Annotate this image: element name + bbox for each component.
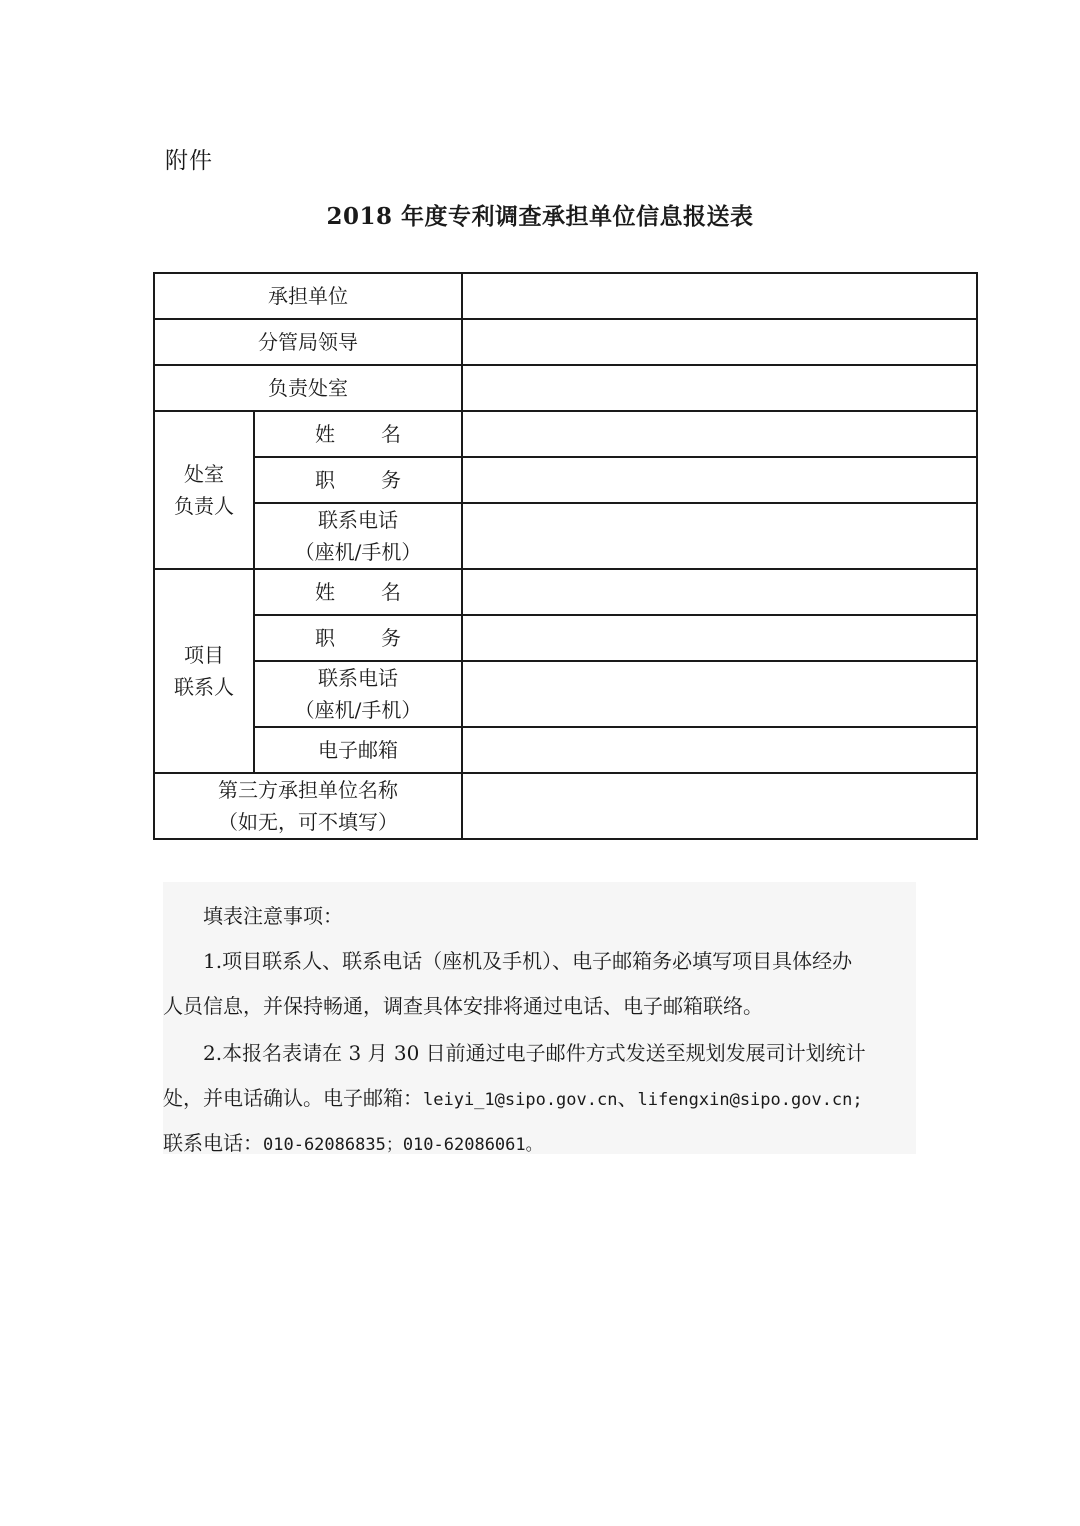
label-contact-name [254, 569, 462, 615]
label-contact-phone-line2: （座机/手机） [294, 698, 422, 722]
label-head-name-a: 姓 [315, 422, 335, 446]
label-responsible-division: 负责处室 [154, 365, 462, 411]
info-table [153, 272, 978, 840]
value-contact-name[interactable] [462, 569, 977, 615]
value-contact-position[interactable] [462, 615, 977, 661]
value-responsible-division[interactable] [462, 365, 977, 411]
label-contact-position-b: 务 [381, 626, 401, 650]
note-item2-line3 [163, 1127, 543, 1156]
table-row [154, 661, 977, 727]
notes-box [163, 882, 916, 1154]
value-undertaking-unit[interactable] [462, 273, 977, 319]
label-contact-phone [254, 661, 462, 727]
group-project-contact-line2: 联系人 [174, 675, 234, 699]
notes-heading: 填表注意事项： [203, 904, 343, 928]
value-contact-phone[interactable] [462, 661, 977, 727]
label-contact-position-a: 职 [315, 626, 335, 650]
label-head-phone [254, 503, 462, 569]
table-row [154, 457, 977, 503]
table-row [154, 569, 977, 615]
label-head-name [254, 411, 462, 457]
table-row [154, 503, 977, 569]
table-row [154, 319, 977, 365]
label-head-name-b: 名 [381, 422, 401, 446]
note-item2-line2-prefix: 处，并电话确认。电子邮箱： [163, 1086, 423, 1110]
table-row [154, 727, 977, 773]
label-third-party-line1: 第三方承担单位名称 [218, 778, 398, 802]
value-head-phone[interactable] [462, 503, 977, 569]
value-third-party[interactable] [462, 773, 977, 839]
form-title: 2018 年度专利调查承担单位信息报送表 [326, 203, 754, 230]
group-project-contact-line1: 项目 [184, 643, 224, 667]
note-item1-line2: 人员信息，并保持畅通，调查具体安排将通过电话、电子邮箱联络。 [163, 994, 763, 1018]
group-division-head-line1: 处室 [184, 462, 224, 486]
label-contact-name-b: 名 [381, 580, 401, 604]
label-third-party-line2: （如无，可不填写） [218, 810, 398, 834]
value-supervising-leader[interactable] [462, 319, 977, 365]
label-head-position-b: 务 [381, 468, 401, 492]
table-row [154, 365, 977, 411]
label-contact-name-a: 姓 [315, 580, 335, 604]
note-item2-line3-prefix: 联系电话： [163, 1131, 263, 1155]
note-item1-line1: 1.项目联系人、联系电话（座机及手机）、电子邮箱务必填写项目具体经办 [203, 949, 853, 973]
value-contact-email[interactable] [462, 727, 977, 773]
value-head-position[interactable] [462, 457, 977, 503]
label-head-position [254, 457, 462, 503]
email-link-2[interactable]: lifengxin@sipo.gov.cn; [637, 1090, 863, 1110]
note-item2-line2 [163, 1082, 863, 1111]
email-separator: 、 [617, 1086, 638, 1110]
label-supervising-leader: 分管局领导 [154, 319, 462, 365]
label-undertaking-unit: 承担单位 [154, 273, 462, 319]
group-division-head-line2: 负责人 [174, 494, 234, 518]
value-head-name[interactable] [462, 411, 977, 457]
note-item2-line1: 2.本报名表请在 3 月 30 日前通过电子邮件方式发送至规划发展司计划统计 [203, 1041, 866, 1065]
label-third-party [154, 773, 462, 839]
table-row [154, 273, 977, 319]
group-project-contact [154, 569, 254, 773]
table-row [154, 615, 977, 661]
group-division-head [154, 411, 254, 569]
contact-phones: 010-62086835；010-62086061。 [263, 1135, 543, 1155]
table-row [154, 411, 977, 457]
label-head-phone-line1: 联系电话 [318, 508, 398, 532]
email-link-1[interactable]: leiyi_1@sipo.gov.cn [423, 1090, 618, 1110]
label-contact-position [254, 615, 462, 661]
label-contact-email: 电子邮箱 [254, 727, 462, 773]
table-row [154, 773, 977, 839]
label-contact-phone-line1: 联系电话 [318, 666, 398, 690]
label-head-position-a: 职 [315, 468, 335, 492]
label-head-phone-line2: （座机/手机） [294, 540, 422, 564]
attachment-label: 附件 [165, 148, 213, 174]
